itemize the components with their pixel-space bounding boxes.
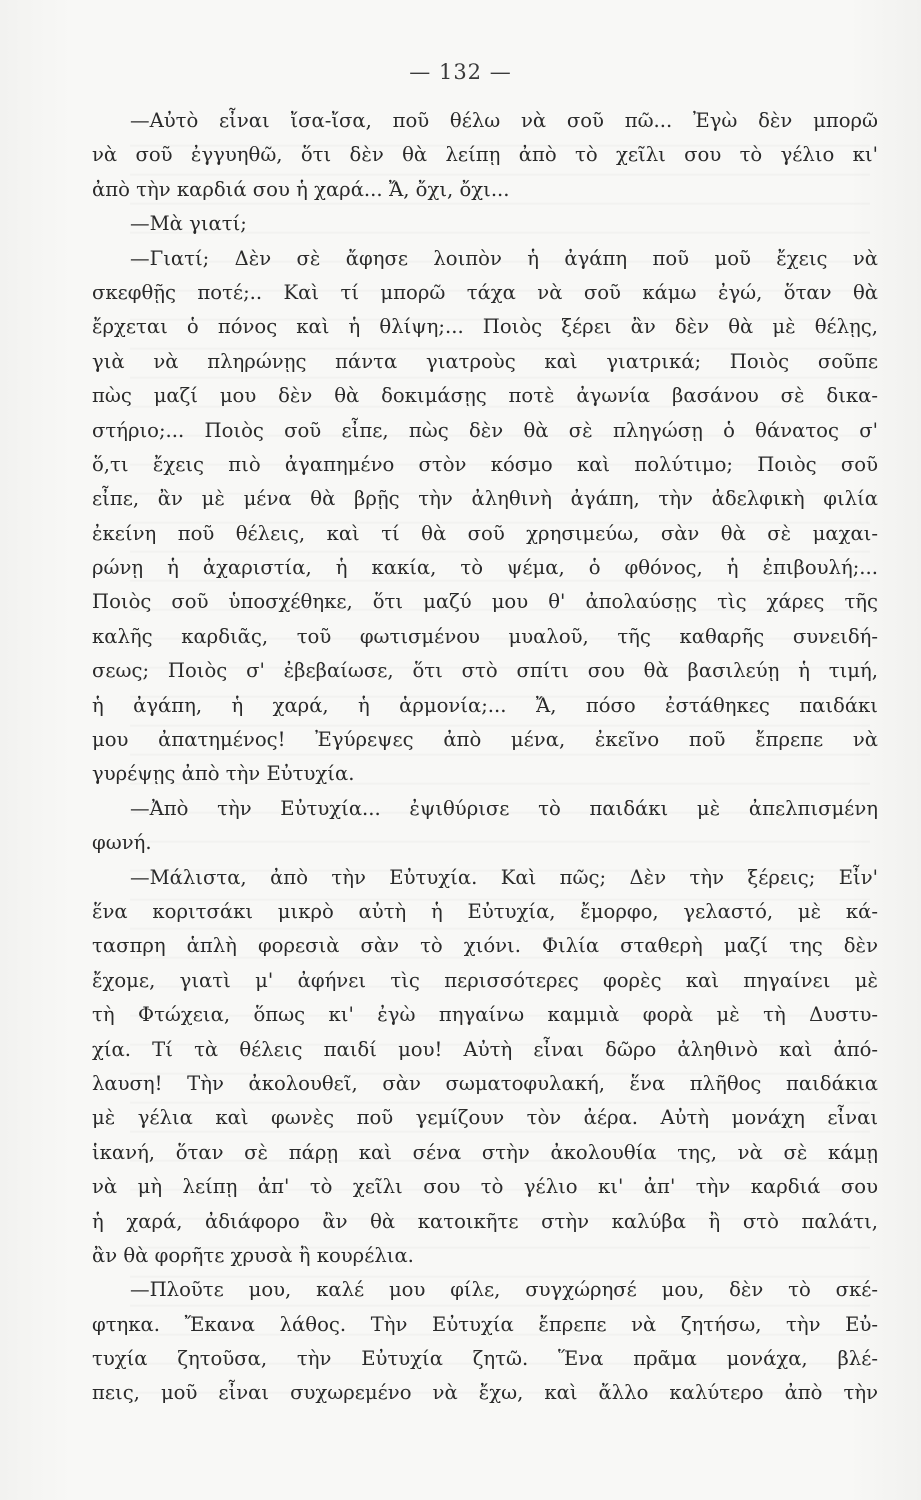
- text-line: —Μὰ γιατί;: [130, 212, 247, 236]
- text-line: τασπρη ἁπλὴ φορεσιὰ σὰν τὸ χιόνι. Φιλία σταθερὴ μαζί της δὲν: [92, 934, 878, 958]
- text-line: τὴ Φτώχεια, ὅπως κι' ἐγὼ πηγαίνω καμμιὰ φορὰ μὲ τὴ Δυστυ-: [92, 1003, 878, 1027]
- text-line: νὰ σοῦ ἐγγυηθῶ, ὅτι δὲν θὰ λείπῃ ἀπὸ τὸ χεῖλι σου τὸ γέλιο κι': [92, 143, 878, 167]
- text-line: —Μάλιστα, ἀπὸ τὴν Εὐτυχία. Καὶ πῶς; Δὲν τὴν ξέρεις; Εἶν': [130, 865, 878, 889]
- body-text: [92, 104, 878, 1411]
- text-line: ρώνῃ ἡ ἀχαριστία, ἡ κακία, τὸ ψέμα, ὁ φθόνος, ἡ ἐπιβουλή;...: [92, 556, 878, 580]
- text-line: λαυση! Τὴν ἀκολουθεῖ, σὰν σωματοφυλακή, ἕνα πλῆθος παιδάκια: [92, 1071, 878, 1095]
- text-line: ἀπὸ τὴν καρδιά σου ἡ χαρά... Ἄ, ὄχι, ὄχι...: [92, 177, 510, 201]
- text-line: σκεφθῇς ποτέ;.. Καὶ τί μπορῶ τάχα νὰ σοῦ κάμω ἐγώ, ὅταν θὰ: [92, 280, 878, 304]
- text-line: ἕνα κοριτσάκι μικρὸ αὐτὴ ἡ Εὐτυχία, ἔμορφο, γελαστό, μὲ κά-: [92, 899, 878, 923]
- text-line: φωνή.: [92, 831, 152, 855]
- text-line: καλῆς καρδιᾶς, τοῦ φωτισμένου μυαλοῦ, τῆς καθαρῆς συνειδή-: [92, 624, 878, 648]
- text-line: —Αὐτὸ εἶναι ἴσα-ἴσα, ποῦ θέλω νὰ σοῦ πῶ... Ἐγὼ δὲν μπορῶ: [130, 109, 878, 132]
- text-line: νὰ μὴ λείπῃ ἀπ' τὸ χεῖλι σου τὸ γέλιο κι' ἀπ' τὴν καρδιά σου: [92, 1175, 878, 1199]
- text-line: σεως; Ποιὸς σ' ἐβεβαίωσε, ὅτι στὸ σπίτι σου θὰ βασιλεύῃ ἡ τιμή,: [92, 659, 878, 683]
- text-line: εἶπε, ἂν μὲ μένα θὰ βρῇς τὴν ἀληθινὴ ἀγάπη, τὴν ἀδελφικὴ φιλία: [92, 487, 878, 511]
- text-line: ἡ χαρά, ἀδιάφορο ἂν θὰ κατοικῆτε στὴν καλύβα ἢ στὸ παλάτι,: [92, 1209, 878, 1233]
- text-line: ἔρχεται ὁ πόνος καὶ ἡ θλίψη;... Ποιὸς ξέρει ἂν δὲν θὰ μὲ θέλῃς,: [92, 315, 878, 339]
- text-line: —Πλοῦτε μου, καλέ μου φίλε, συγχώρησέ μου, δὲν τὸ σκέ-: [130, 1278, 878, 1302]
- text-line: Ποιὸς σοῦ ὑποσχέθηκε, ὅτι μαζύ μου θ' ἀπολαύσῃς τὶς χάρες τῆς: [92, 590, 878, 614]
- text-line: ἡ ἀγάπη, ἡ χαρά, ἡ ἁρμονία;... Ἄ, πόσο ἐστάθηκες παιδάκι: [92, 693, 878, 717]
- text-line: πεις, μοῦ εἶναι συχωρεμένο νὰ ἔχω, καὶ ἄλλο καλύτερο ἀπὸ τὴν: [92, 1381, 878, 1405]
- text-line: ἐκείνη ποῦ θέλεις, καὶ τί θὰ σοῦ χρησιμεύω, σὰν θὰ σὲ μαχαι-: [92, 521, 878, 545]
- text-line: —Ἀπὸ τὴν Εὐτυχία... ἐψιθύρισε τὸ παιδάκι μὲ ἀπελπισμένη: [130, 796, 878, 820]
- text-line: ἱκανή, ὅταν σὲ πάρῃ καὶ σένα στὴν ἀκολουθία της, νὰ σὲ κάμῃ: [92, 1140, 878, 1164]
- text-line: φτηκα. Ἔκανα λάθος. Τὴν Εὐτυχία ἔπρεπε νὰ ζητήσω, τὴν Εὐ-: [92, 1312, 878, 1336]
- text-line: γυρέψῃς ἀπὸ τὴν Εὐτυχία.: [92, 762, 355, 786]
- text-line: πὼς μαζί μου δὲν θὰ δοκιμάσῃς ποτὲ ἀγωνία βασάνου σὲ δικα-: [92, 384, 878, 408]
- text-line: στήριο;... Ποιὸς σοῦ εἶπε, πὼς δὲν θὰ σὲ πληγώσῃ ὁ θάνατος σ': [92, 418, 878, 442]
- text-line: τυχία ζητοῦσα, τὴν Εὐτυχία ζητῶ. Ἕνα πρᾶμα μονάχα, βλέ-: [92, 1347, 878, 1371]
- text-line: ἂν θὰ φορῆτε χρυσὰ ἢ κουρέλια.: [92, 1243, 414, 1267]
- text-line: μου ἀπατημένος! Ἐγύρεψες ἀπὸ μένα, ἐκεῖνο ποῦ ἔπρεπε νὰ: [92, 728, 878, 752]
- text-line: μὲ γέλια καὶ φωνὲς ποῦ γεμίζουν τὸν ἀέρα. Αὐτὴ μονάχη εἶναι: [92, 1106, 878, 1130]
- text-line: γιὰ νὰ πληρώνῃς πάντα γιατροὺς καὶ γιατρικά; Ποιὸς σοῦπε: [92, 349, 878, 373]
- text-line: ἔχομε, γιατὶ μ' ἀφήνει τὶς περισσότερες φορὲς καὶ πηγαίνει μὲ: [92, 968, 878, 992]
- text-line: χία. Τί τὰ θέλεις παιδί μου! Αὐτὴ εἶναι δῶρο ἀληθινὸ καὶ ἀπό-: [92, 1037, 878, 1061]
- text-line: —Γιατί; Δὲν σὲ ἄφησε λοιπὸν ἡ ἀγάπη ποῦ μοῦ ἔχεις νὰ: [130, 246, 878, 270]
- page-number: — 132 —: [409, 60, 512, 84]
- text-line: ὅ,τι ἔχεις πιὸ ἀγαπημένο στὸν κόσμο καὶ πολύτιμο; Ποιὸς σοῦ: [92, 452, 878, 476]
